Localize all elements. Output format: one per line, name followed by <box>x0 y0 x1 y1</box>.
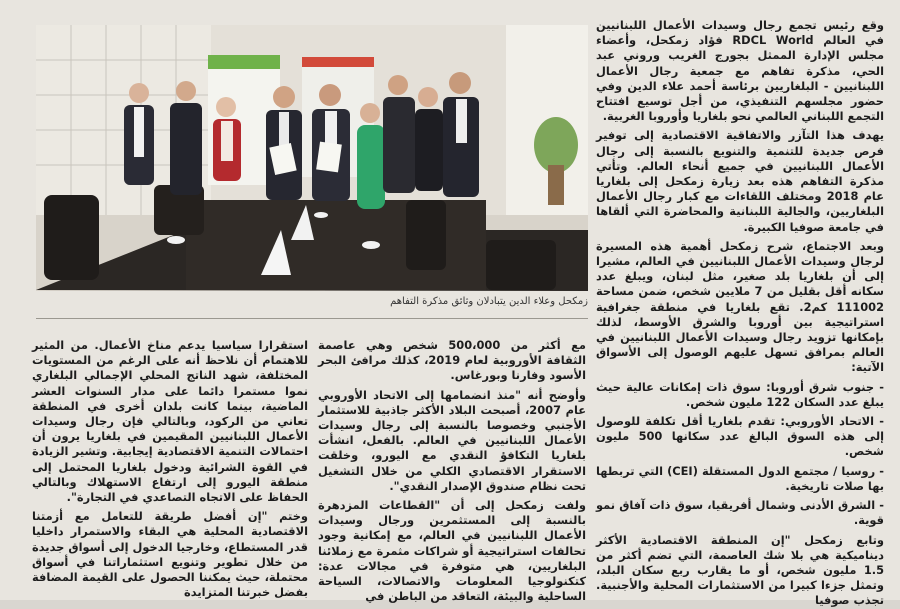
photo-caption: زمكحل وعلاء الدين يتبادلان وثائق مذكرة التفاهم <box>390 296 588 307</box>
paragraph-left-2: وختم "إن أفضل طريقة للتعامل مع أزمتنا الاقتصادية المحلية هي البقاء والاستمرار داخليا قدر المستطاع، وخارجيا الدخول إلى أسواق جديدة من خلال تطوير وتنويع استثماراتنا في أسواق محتملة، حيث يمكننا الحصول على القيمة المضافة بفضل خبرتنا المتزايدة <box>32 509 308 600</box>
paragraph-right-1: وقع رئيس تجمع رجال وسيدات الأعمال اللبنانيين في العالم RDCL World فؤاد زمكحل، وأعضاء مجلس الإدارة الممثل بجورج الغريب وروني عبد الحي، مذكرة تفاهم مع جمعية رجال الأعمال اللبنانيين - البلغاريين برئاسة أحمد علاء الدين وفي حضور مجلسهم التنفيذي، من أجل توسيع افتتاح التجمع اللبناني العالمي نحو بلغاريا وأوروبا الغربية. <box>596 18 885 124</box>
article-photo <box>36 25 588 291</box>
section-divider <box>36 318 588 319</box>
article-column-right <box>596 18 885 608</box>
paragraph-middle-2: وأوضح أنه "منذ انضمامها إلى الاتحاد الأوروبي عام 2007، أصبحت البلاد الأكثر جاذبية للاستثمار الأجنبي وخصوصا بالنسبة إلى رجال وسيدات الأعمال اللبنانيين في العالم. بالفعل، انشأت بلغاريا التكافؤ النقدي مع اليورو، وخلقت الاستقرار الاقتصادي الكلي من خلال التشغيل تحت نظام صندوق الإصدار النقدي". <box>318 387 587 493</box>
paragraph-right-3: وبعد الاجتماع، شرح زمكحل أهمية هذه المسيرة لرجال وسيدات الأعمال اللبنانيين في العالم، مشيرا إلى أن بلغاريا بلد صغير، مثل لبنان، ويبلغ عدد سكانه أقل بقليل من 7 ملايين شخص، ضمن مساحة 111002 كم2. تقع بلغاريا في منطقة جغرافية استراتيجية بين أوروبا والشرق الأوسط، لذلك بإمكانها تزويد رجال وسيدات الأعمال اللبنانيين في العالم بمرافق تسهل عليهم الوصول إلى الأسواق الآتية: <box>596 238 884 375</box>
paragraph-right-4: - جنوب شرق أوروبا: سوق ذات إمكانات عالية حيث يبلغ عدد السكان 122 مليون شخص. <box>596 379 884 409</box>
paragraph-right-6: - روسيا / مجتمع الدول المستقلة (CEI) التي تربطها بها صلات تاريخية. <box>596 463 884 493</box>
article-column-middle <box>318 338 587 604</box>
paragraph-left-1: استقرارا سياسيا يدعم مناخ الأعمال. من المثير للاهتمام أن نلاحظ أنه على الرغم من المستويات المختلفة، شهد الناتج المحلي الإجمالي البلغاري نموا مستمرا دائما على مدار السنوات العشر الماضية، بينما كانت بلدان أخرى في المنطقة تعاني من الركود، وبالتالي فإن رجال وسيدات الأعمال اللبنانيين المقيمين في بلغاريا يرون أن احتمالات التنمية الاقتصادية إيجابية. وتشير الزيادة في القوة الشرائية ودخول بلغاريا المحتمل إلى منطقة اليورو إلى ارتفاع الاستهلاك وبالتالي الحفاظ على الاتجاه التصاعدي في التجارة". <box>32 338 308 505</box>
group-photo-illustration <box>36 25 588 291</box>
paragraph-middle-3: ولفت زمكحل إلى أن "القطاعات المزدهرة بالنسبة إلى المستثمرين ورجال وسيدات الأعمال اللبنانيين في العالم، مع إمكانية وجود تحالفات استراتيجية أو شراكات مثمرة مع زملائنا البلغاريين، هي متوفرة في مجالات عدة: كتكنولوجيا المعلومات والاتصالات، السياحة الساحلية والبيئة، التعاقد من الباطن في <box>318 498 586 604</box>
paragraph-right-8: وتابع زمكحل "إن المنطقة الاقتصادية الأكثر ديناميكية هي بلا شك العاصمة، التي تضم أكثر من 1.5 مليون شخص، أو ما يقارب ربع سكان البلد، وتمثل جزءا كبيرا من الاستثمارات المحلية والأجنبية. تجذب صوفيا <box>596 532 884 608</box>
paragraph-right-7: - الشرق الأدنى وشمال أفريقيا، سوق ذات آفاق نمو قوية. <box>596 498 884 528</box>
paragraph-middle-1: مع أكثر من 500،000 شخص وهي عاصمة الثقافة الأوروبية لعام 2019، كذلك مرافئ البحر الأسود وفارنا وبورغاس. <box>318 338 586 383</box>
paragraph-right-2: يهدف هذا التآزر والاتفاقية الاقتصادية إلى توفير فرص جديدة للتنمية والتنويع بالنسبة إلى رجال الأعمال اللبنانيين في جميع أنحاء العالم. وتأتي مذكرة التفاهم هذه بعد زيارة زمكحل إلى بلغاريا عام 2018 ومختلف اللقاءات مع كبار رجال الأعمال البلغاريين، والجالية اللبنانية والمحاضرة التي ألقاها في جامعة صوفيا الكبيرة. <box>596 128 884 234</box>
article-column-left <box>32 338 308 600</box>
paragraph-right-5: - الاتحاد الأوروبي: تقدم بلغاريا أقل تكلفة للوصول إلى هذه السوق البالغ عدد سكانها 500 مليون شخص. <box>596 414 884 459</box>
